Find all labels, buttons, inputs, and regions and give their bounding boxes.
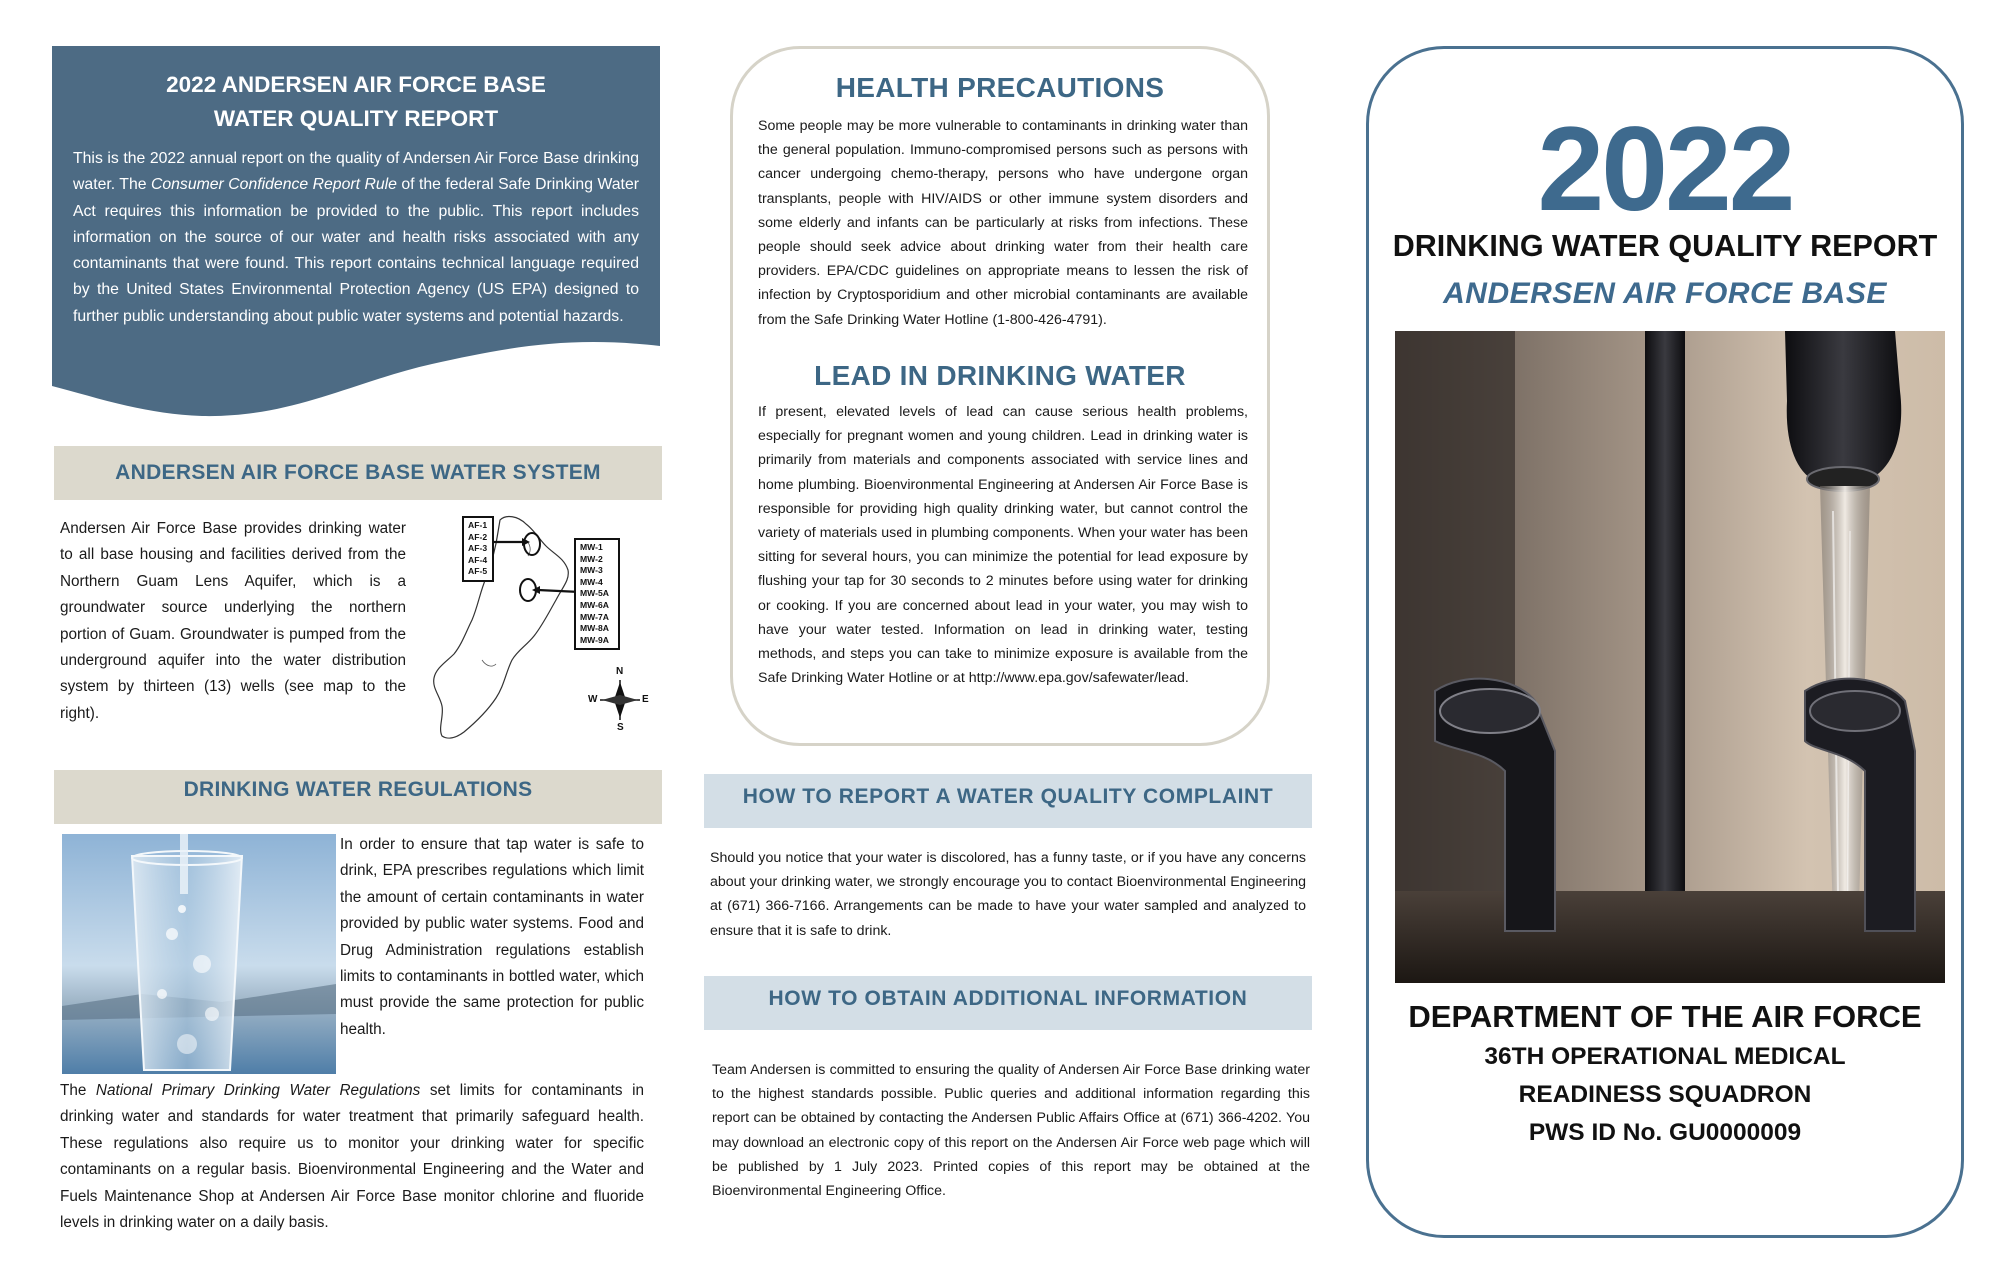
- guam-outline: [422, 510, 662, 745]
- intro-text: [73, 146, 639, 330]
- intro-title-line1: 2022 ANDERSEN AIR FORCE BASE: [166, 72, 546, 97]
- guam-wells-map: [422, 510, 662, 745]
- mw-well-label: MW-7A: [580, 611, 609, 622]
- water-glass-photo: [62, 834, 336, 1074]
- mw-well-label: MW-9A: [580, 634, 609, 645]
- additional-info-heading: HOW TO OBTAIN ADDITIONAL INFORMATION: [768, 987, 1248, 1010]
- cover-unit-line2: READINESS SQUADRON: [1518, 1081, 1812, 1108]
- intro-text-part2: of the federal Safe Drinking Water Act requires this information be provided to the public. This report includes information on the source of our water and health risks associated with any contaminants that were found. This report contains technical language required by the United States Environmental Protection Agency (US EPA) designed to further public understanding about public water systems and potential hazards.: [73, 176, 639, 325]
- af-well-label: AF-3: [468, 543, 488, 554]
- additional-info-heading-band: [704, 976, 1312, 1030]
- health-heading: HEALTH PRECAUTIONS: [835, 72, 1165, 103]
- cover-pws-id: PWS ID No. GU0000009: [1528, 1119, 1802, 1146]
- water-system-heading-band: [54, 446, 662, 500]
- regulations-heading-band: [54, 770, 662, 824]
- cover-subtitle: ANDERSEN AIR FORCE BASE: [1443, 277, 1887, 310]
- compass-s: S: [617, 722, 624, 733]
- cover-department: DEPARTMENT OF THE AIR FORCE: [1408, 999, 1922, 1034]
- regulations-text-2-italic: National Primary Drinking Water Regulations: [95, 1082, 421, 1099]
- faucet-photo: [1395, 331, 1945, 983]
- health-text: Some people may be more vulnerable to contaminants in drinking water than the general population. Immuno-compromised persons such as persons with cancer undergoing chemo-therapy, persons who have undergone organ transplants, people with HIV/AIDS or other immune system disorders and some elderly and infants can be particularly at risks from infections. These people should seek advice about drinking water from their health care providers. EPA/CDC guidelines on appropriate means to lessen the risk of infection by Cryptosporidium and other microbial contaminants are available from the Safe Drinking Water Hotline (1-800-426-4791).: [758, 118, 1248, 328]
- af-well-label: AF-1: [468, 520, 488, 530]
- af-wells-legend: [462, 516, 494, 582]
- additional-info-text: Team Andersen is committed to ensuring the quality of Andersen Air Force Base drinking water to the highest standards possible. Public queries and additional information regarding this report can be obtained by contacting the Andersen Public Affairs Office at (671) 366-4202. You may download an electronic copy of this report on the Andersen Air Force web page which will be published by 1 July 2023. Printed copies of this report may be obtained at the Bioenvironmental Engineering Office.: [712, 1062, 1310, 1200]
- water-system-heading: ANDERSEN AIR FORCE BASE WATER SYSTEM: [115, 461, 601, 484]
- regulations-text-2: [60, 1078, 644, 1236]
- compass-n: N: [616, 666, 624, 677]
- regulations-text-2-pre: The: [60, 1082, 96, 1099]
- mw-wells-legend: [574, 538, 620, 650]
- mw-well-label: MW-8A: [580, 623, 609, 634]
- intro-text-italic: Consumer Confidence Report Rule: [150, 176, 397, 194]
- regulations-text-2-post: set limits for contaminants in drinking water and standards for water treatment that primarily safeguard health. These regulations also require us to monitor your drinking water for specific contaminants on a regular basis. Bioenvironmental Engineering and the Water and Fuels Maintenance Shop at Andersen Air Force Base monitor chlorine and fluoride levels in drinking water on a daily basis.: [60, 1082, 645, 1232]
- compass-w: W: [588, 694, 598, 705]
- mw-well-label: MW-2: [580, 553, 603, 564]
- mw-well-label: MW-3: [580, 565, 603, 576]
- cover-unit-line1: 36TH OPERATIONAL MEDICAL: [1484, 1043, 1846, 1070]
- mw-well-label: MW-1: [580, 542, 603, 552]
- intro-title-line2: WATER QUALITY REPORT: [213, 106, 499, 131]
- intro-banner: [52, 46, 660, 418]
- complaint-text: Should you notice that your water is discolored, has a funny taste, or if you have any concerns about your drinking water, we strongly encourage you to contact Bioenvironmental Engineering at (671) 366-7166. Arrangements can be made to have your water sampled and analyzed to ensure that it is safe to drink.: [710, 850, 1306, 939]
- af-well-label: AF-5: [468, 566, 488, 577]
- af-well-label: AF-2: [468, 531, 488, 542]
- lead-heading: LEAD IN DRINKING WATER: [814, 360, 1186, 391]
- complaint-heading: HOW TO REPORT A WATER QUALITY COMPLAINT: [742, 785, 1274, 808]
- af-well-label: AF-4: [468, 554, 488, 565]
- water-system-text: Andersen Air Force Base provides drinking water to all base housing and facilities derived from the Northern Guam Lens Aquifer, which is a groundwater source underlying the northern portion of Guam. Groundwater is pumped from the underground aquifer into the water distribution system by thirteen (13) wells (see map to the right).: [60, 520, 406, 722]
- regulations-text-1: In order to ensure that tap water is safe to drink, EPA prescribes regulations which limit the amount of certain contaminants in water provided by public water systems. Food and Drug Administration regulations establish limits to contaminants in bottled water, which must provide the same protection for public health.: [340, 836, 644, 1038]
- intro-title: [52, 68, 660, 136]
- regulations-heading: DRINKING WATER REGULATIONS: [183, 778, 533, 801]
- compass-e: E: [642, 694, 649, 705]
- complaint-heading-band: [704, 774, 1312, 828]
- cover-panel: [1366, 46, 1964, 1238]
- mw-well-label: MW-4: [580, 576, 603, 587]
- lead-text: If present, elevated levels of lead can cause serious health problems, especially for pregnant women and young children. Lead in drinking water is primarily from materials and components associated with service lines and home plumbing. Bioenvironmental Engineering at Andersen Air Force Base is responsible for providing high quality drinking water, but cannot control the variety of materials used in plumbing components. When your water has been sitting for several hours, you can minimize the potential for lead exposure by flushing your tap for 30 seconds to 2 minutes before using water for drinking or cooking. If you are concerned about lead in your water, you may wish to have your water tested. Information on lead in drinking water, testing methods, and steps you can take to minimize exposure is available from the Safe Drinking Water Hotline or at http://www.epa.gov/safewater/lead.: [758, 404, 1248, 687]
- intro-text-part1: This is the 2022 annual report on the quality of Andersen Air Force Base drinking water. The: [73, 150, 639, 194]
- mw-well-label: MW-5A: [580, 588, 609, 599]
- cover-title: DRINKING WATER QUALITY REPORT: [1392, 229, 1938, 263]
- mw-well-label: MW-6A: [580, 599, 609, 610]
- cover-year: 2022: [1537, 102, 1793, 236]
